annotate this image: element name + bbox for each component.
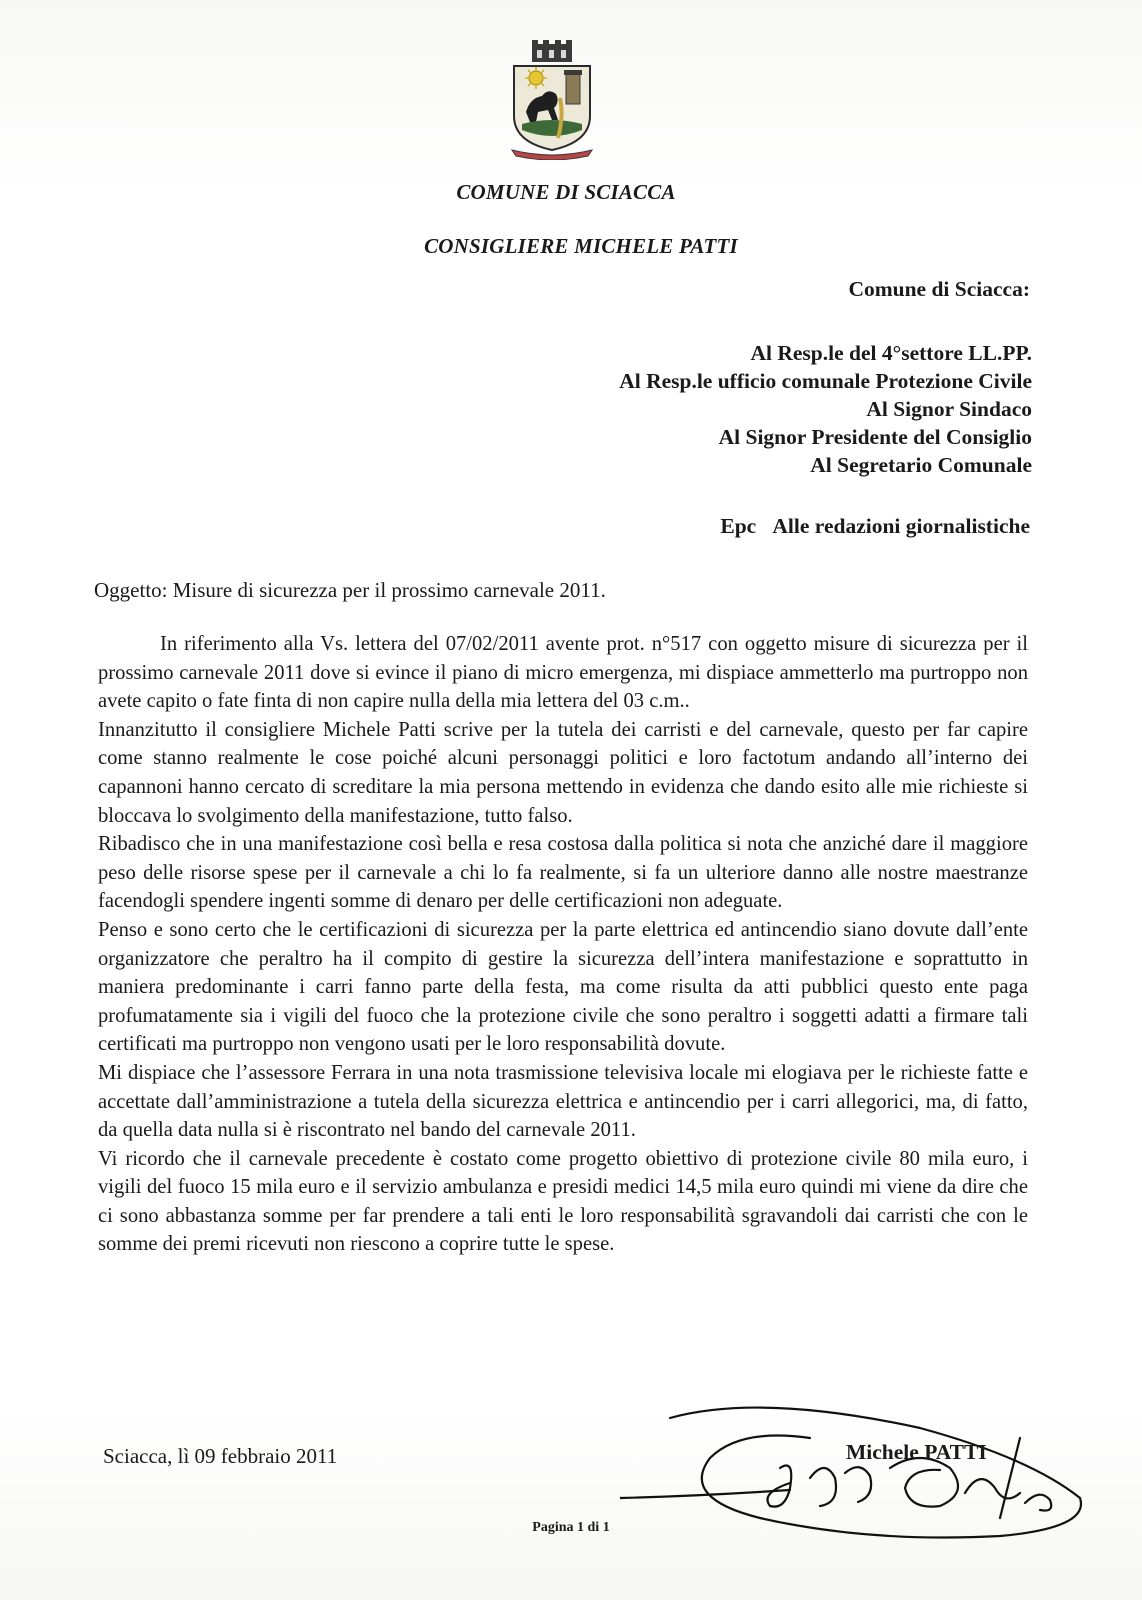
letter-date: Sciacca, lì 09 febbraio 2011 xyxy=(103,1444,338,1468)
letter-body xyxy=(98,630,1028,1259)
recipient-item: Al Signor Presidente del Consiglio xyxy=(718,425,1032,449)
signer-name: Michele PATTI xyxy=(846,1440,987,1464)
recipient-item: Al Signor Sindaco xyxy=(866,397,1032,421)
recipients-list xyxy=(619,339,1032,479)
body-paragraph: Vi ricordo che il carnevale precedente è costato come progetto obiettivo di protezione civile 80 mila euro, i vigili del fuoco 15 mila euro e il servizio ambulanza e presidi medici 14,5 mila euro quindi mi viene da dire che ci sono abbastanza somme per far prendere a tali enti le loro responsabilità sgravandoli dai carristi che con le somme dei premi ricevuti non riescono a coprire tutte le spese. xyxy=(98,1147,1028,1256)
body-paragraph: Mi dispiace che l’assessore Ferrara in una nota trasmissione televisiva locale mi elogiava per le richieste fatte e accettate dall’amministrazione a tutela della sicurezza elettrica e antincendio per i carri allegorici, ma, di fatto, da quella data nulla si è riscontrato nel bando del carnevale 2011. xyxy=(98,1061,1028,1142)
coat-of-arms-icon xyxy=(508,38,596,160)
municipality-title: COMUNE DI SCIACCA xyxy=(456,180,676,204)
councillor-title: CONSIGLIERE MICHELE PATTI xyxy=(424,234,738,258)
epc-value: Alle redazioni giornalistiche xyxy=(772,514,1030,538)
recipient-item: Al Segretario Comunale xyxy=(810,453,1032,477)
body-paragraph: Penso e sono certo che le certificazioni di sicurezza per la parte elettrica ed antincendio siano dovute dall’ente organizzatore che peraltro ha il compito di gestire la sicurezza dell’intera manifestazione e soprattutto in maniera predominante i carri fanno parte della festa, ma come risulta da atti pubblici questo ente paga profumatamente sia i vigili del fuoco che la protezione civile che sono peraltro i soggetti adatti a firmare tali certificati ma purtroppo non vengono usati per le loro responsabilità dovute. xyxy=(98,918,1028,1056)
epc-label: Epc xyxy=(720,514,757,538)
recipient-item: Al Resp.le del 4°settore LL.PP. xyxy=(750,341,1032,365)
body-paragraph: Innanzitutto il consigliere Michele Patti scrive per la tutela dei carristi e del carnevale, questo per far capire come stanno realmente le cose poiché alcuni personaggi politici e loro factotum andando all’interno dei capannoni hanno cercato di screditare la mia persona mettendo in evidenza che dando esito alle mie richieste si bloccava lo svolgimento della manifestazione, tutto falso. xyxy=(98,718,1028,827)
body-paragraph: Ribadisco che in una manifestazione così bella e resa costosa dalla politica si nota che anziché dare il maggiore peso delle risorse spese per il carnevale a chi lo fa realmente, si fa un ulteriore danno alle nostre maestranze facendogli spendere ingenti somme di denaro per delle certificazioni non adeguate. xyxy=(98,833,1028,913)
body-paragraph: In riferimento alla Vs. lettera del 07/02/2011 avente prot. n°517 con oggetto misure di sicurezza per il prossimo carnevale 2011 dove si evince il piano di micro emergenza, mi dispiace ammetterlo ma purtroppo non avete capito o fate finta di non capire nulla della mia lettera del 03 c.m.. xyxy=(98,633,1028,713)
epc-line xyxy=(720,514,1030,539)
recipients-heading: Comune di Sciacca: xyxy=(848,277,1030,301)
recipient-item: Al Resp.le ufficio comunale Protezione Civile xyxy=(619,369,1032,393)
page-number: Pagina 1 di 1 xyxy=(532,1520,610,1535)
subject-line: Oggetto: Misure di sicurezza per il prossimo carnevale 2011. xyxy=(94,578,606,602)
